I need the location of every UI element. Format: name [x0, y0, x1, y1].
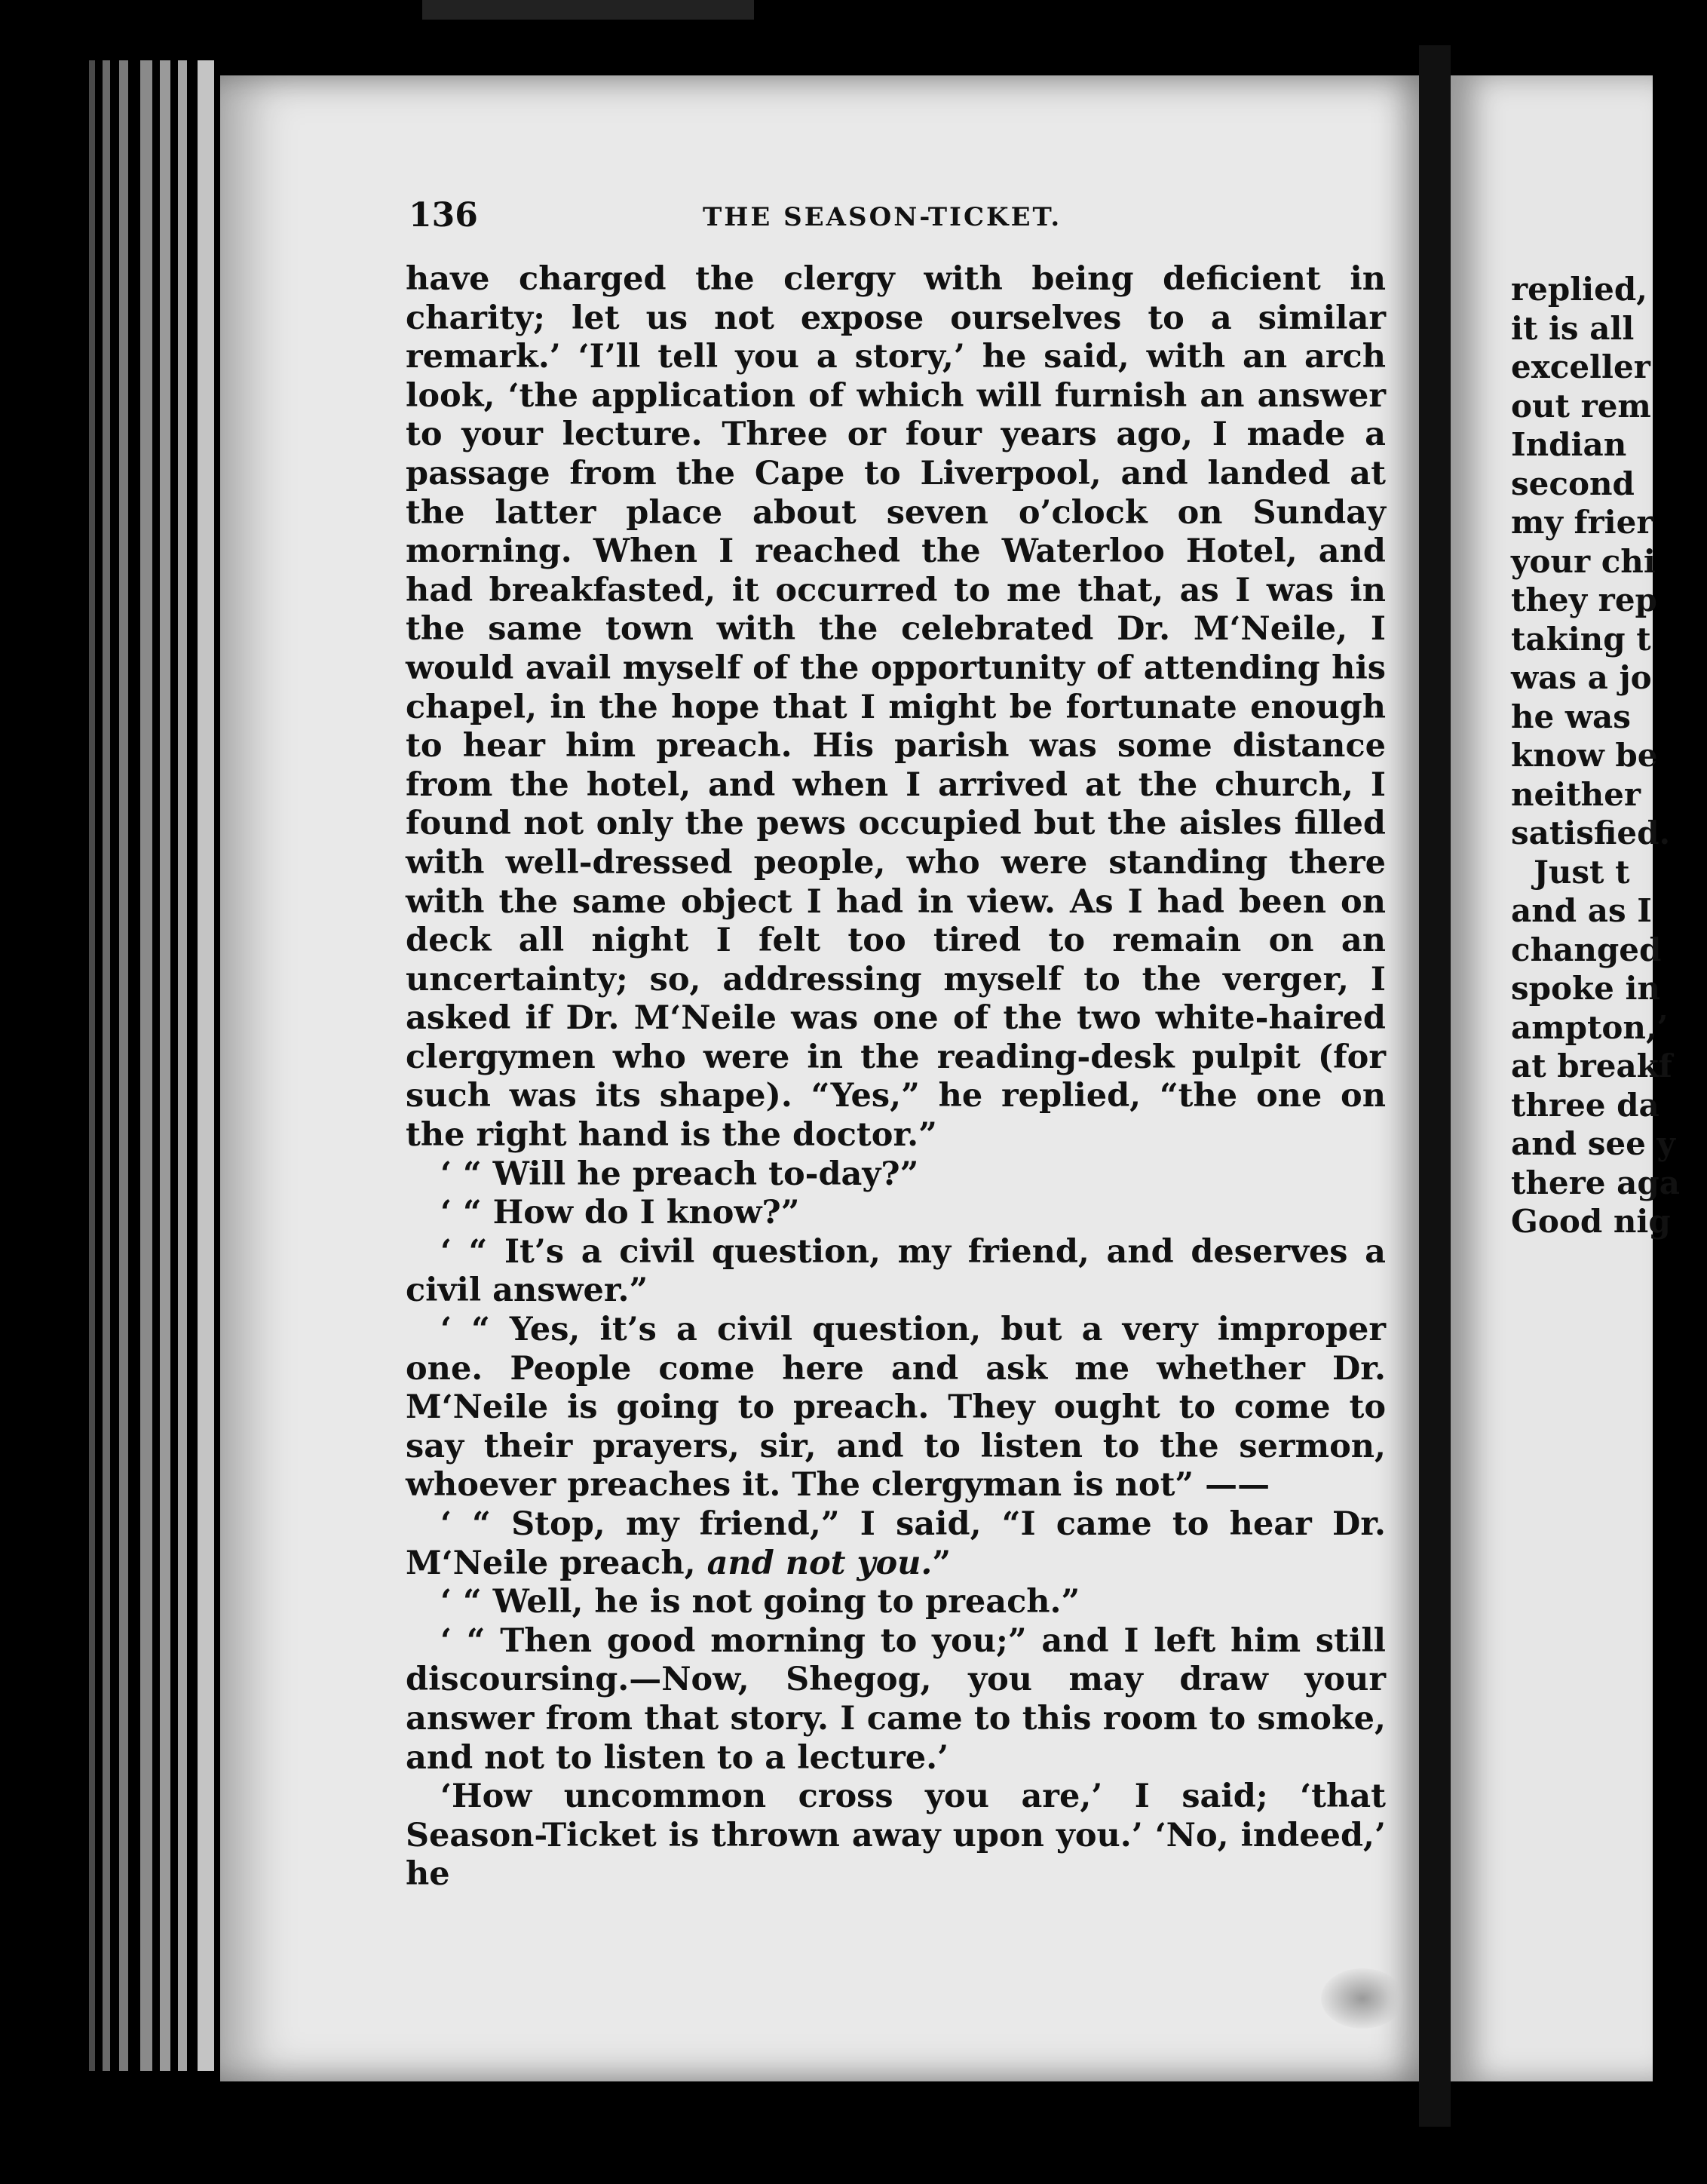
right-page-line: Just t	[1534, 853, 1630, 891]
right-page-line: replied,	[1511, 271, 1647, 308]
right-page-line: taking t	[1511, 620, 1651, 658]
paragraph: ‘How uncommon cross you are,’ I said; ‘that Season-Ticket is thrown away upon you.’ ‘No, indeed,’ he	[406, 1778, 1386, 1894]
page-edge	[119, 60, 128, 2071]
page-edge	[178, 60, 187, 2071]
italic-phrase: and not you.	[706, 1544, 933, 1582]
right-page	[1451, 75, 1680, 2081]
right-page-line: it is all	[1511, 309, 1635, 347]
right-page-line: Good nig	[1511, 1203, 1671, 1240]
running-title: THE SEASON-TICKET.	[703, 202, 1062, 232]
right-page-line: second	[1511, 465, 1635, 502]
right-page-line: out rem	[1511, 387, 1651, 425]
book-gutter	[1419, 45, 1451, 2127]
right-page-text	[1511, 270, 1707, 1241]
right-page-line: and see y	[1511, 1125, 1675, 1162]
right-page-line: they rep	[1511, 581, 1657, 618]
page-number: 136	[409, 196, 478, 235]
paragraph: ‘ “ Well, he is not going to preach.”	[440, 1583, 1080, 1621]
right-page-line: neither	[1511, 775, 1641, 813]
page-edge	[89, 60, 95, 2071]
ink-smudge	[1321, 1968, 1404, 2029]
paragraph	[406, 1505, 1386, 1583]
right-page-line: spoke in	[1511, 970, 1660, 1007]
paragraph-text: ”	[932, 1544, 952, 1582]
right-page-line: know be	[1511, 737, 1658, 774]
right-page-line: was a jo	[1511, 659, 1652, 696]
left-page	[220, 75, 1419, 2081]
right-page-line: there aga	[1511, 1164, 1680, 1201]
body-text	[406, 260, 1386, 1894]
right-page-line: changed	[1511, 931, 1662, 968]
running-head	[220, 196, 1419, 241]
right-page-line: your chi	[1511, 542, 1656, 580]
right-page-line: at breakf	[1511, 1048, 1672, 1084]
right-page-line: ampton,’	[1511, 1008, 1669, 1046]
right-page-line: Indian	[1511, 426, 1627, 463]
right-page-line: three da	[1511, 1086, 1659, 1124]
page-edge	[198, 60, 214, 2071]
right-page-line: exceller	[1511, 348, 1650, 385]
paragraph-text: ‘ “ Stop, my friend,” I said, “I came to hear Dr. M‘Neile preach,	[406, 1505, 1386, 1582]
paragraph: ‘ “ Then good morning to you;” and I left him still discoursing.—Now, Shegog, you may draw your answer from that story. I came to this room to smoke, and not to listen to a lecture.’	[406, 1621, 1386, 1777]
right-page-line: satisfied.	[1511, 814, 1671, 851]
right-page-line: he was	[1511, 698, 1631, 735]
paragraph: ‘ “ How do I know?”	[440, 1194, 800, 1232]
paragraph: ‘ “ Yes, it’s a civil question, but a very improper one. People come here and ask me whether Dr. M‘Neile is going to preach. They ought to come to say their prayers, sir, and to listen to the sermon, whoever preaches it. The clergyman is not” ——	[406, 1311, 1386, 1505]
page-edge	[160, 60, 170, 2071]
paragraph: have charged the clergy with being deficient in charity; let us not expose ourselves to a similar remark.’ ‘I’ll tell you a story,’ he said, with an arch look, ‘the application of which will furnish an answer to your lecture. Three or four years ago, I made a passage from the Cape to Liverpool, and landed at the latter place about seven o’clock on Sunday morning. When I reached the Waterloo Hotel, and had breakfasted, it occurred to me that, as I was in the same town with the celebrated Dr. M‘Neile, I would avail myself of the opportunity of attending his chapel, in the hope that I might be fortunate enough to hear him preach. His parish was some distance from the hotel, and when I arrived at the church, I found not only the pews occupied but the aisles filled with well-dressed people, who were standing there with the same object I had in view. As I had been on deck all night I felt too tired to remain on an uncertainty; so, addressing myself to the verger, I asked if Dr. M‘Neile was one of the two white-haired clergymen who were in the reading-desk pulpit (for such was its shape). “Yes,” he replied, “the one on the right hand is the doctor.”	[406, 260, 1386, 1155]
page-edge	[103, 60, 110, 2071]
right-page-line: my frier	[1511, 504, 1653, 541]
scanner-edge-artifact	[422, 0, 754, 20]
page-edge	[140, 60, 152, 2071]
paragraph: ‘ “ Will he preach to-day?”	[440, 1155, 919, 1193]
right-page-line: and as I	[1511, 892, 1652, 929]
paragraph: ‘ “ It’s a civil question, my friend, and deserves a civil answer.”	[406, 1232, 1386, 1310]
